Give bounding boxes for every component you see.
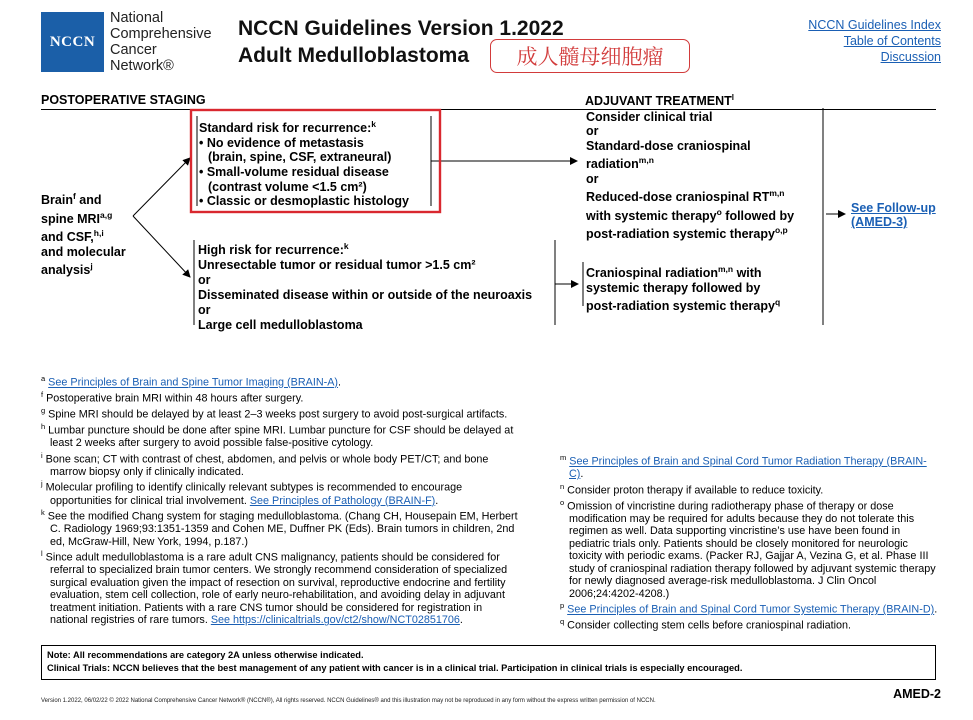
treatment-line: radiation$^{m,n}$: [586, 155, 654, 172]
treatment-line: post-radiation systemic therapy$^q$: [586, 296, 781, 314]
treatment-line: or: [586, 124, 599, 139]
footnote-n: $^n$ Consider proton therapy if available to reduce toxicity.: [560, 481, 824, 497]
nccn-logo: NCCN: [41, 12, 104, 72]
footnote-m-link[interactable]: See Principles of Brain and Spinal Cord Tumor Radiation Therapy (BRAIN-C): [569, 455, 927, 481]
standard-risk-line: (brain, spine, CSF, extraneural): [208, 150, 392, 165]
footnotes-left: [41, 373, 521, 627]
treatment-line: Craniospinal radiation$^{m,n}$ with: [586, 264, 762, 281]
entry-line: and CSF,$^{h,i}$: [41, 228, 104, 245]
footnote-l-link[interactable]: See https://clinicaltrials.gov/ct2/show/NCT02851706: [210, 614, 460, 627]
footnote-j-link[interactable]: See Principles of Pathology (BRAIN-F): [249, 494, 436, 507]
adjuvant-treatment-heading: ADJUVANT TREATMENT$^l$: [585, 93, 734, 109]
logo-line: Network®: [110, 58, 174, 74]
high-risk-line: Disseminated disease within or outside of the neuroaxis: [198, 287, 533, 302]
footnote-f: $^f$ Postoperative brain MRI within 48 hours after surgery.: [41, 390, 304, 405]
treatment-line: or: [586, 171, 599, 186]
follow-up-link[interactable]: [851, 201, 936, 229]
high-risk-line: or: [198, 272, 211, 287]
treatment-line: with systemic therapy$^o$ followed by: [586, 206, 795, 223]
standard-risk-heading: Standard risk for recurrence:$^k$: [199, 119, 377, 136]
footnote-a: $^a$ See Principles of Brain and Spine Tumor Imaging (BRAIN-A).: [41, 374, 342, 389]
footnote-a-link[interactable]: See Principles of Brain and Spine Tumor Imaging (BRAIN-A): [48, 376, 339, 389]
treatment-line: post-radiation systemic therapy$^{o,p}$: [586, 225, 788, 242]
high-risk-line: or: [198, 302, 211, 317]
footnote-h: $^h$ Lumbar puncture should be done after spine MRI. Lumbar puncture for CSF should be delayed at least 2 weeks after surgery to avoid possible false-positive cytology.: [41, 422, 514, 450]
treatment-line: systemic therapy followed by: [586, 280, 761, 295]
footnote-o: $^o$ Omission of vincristine during radiotherapy phase of therapy or dose modification may be required for adults because they do not tolerate this regimen as well. Data supporting vincristine’s use have been found in pediatric trials only. Patients should be closely monitored for neurologic toxicity with periodic exams. (Packer RJ, Gajjar A, Vezina G, et al. Phase III study of craniospinal radiation therapy followed by adjuvant systemic therapy for newly diagnosed average-risk medulloblastoma. J Clin Oncol 2006;24:4202-4208.): [560, 497, 936, 600]
entry-line: Brain$^f$ and: [41, 191, 102, 208]
footnote-j: $^j$ Molecular profiling to identify clinically relevant subtypes is recommended to encourage opportunities for clinical trial involvement. See Principles of Pathology (BRAIN-F).: [41, 479, 463, 507]
copyright-footer: Version 1.2022, 06/02/22 © 2022 National Comprehensive Cancer Network® (NCCN®), All rights reserved. NCCN Guidelines® and this illustration may not be reproduced in any form without the express written permission of NCCN.: [41, 698, 656, 704]
logo-line: Comprehensive: [110, 26, 212, 42]
standard-risk-box: [199, 117, 409, 209]
high-treatment-box: [586, 262, 780, 314]
standard-risk-line: • No evidence of metastasis: [199, 135, 364, 150]
branch-arrow-high: [133, 216, 190, 277]
branch-arrow-standard: [133, 158, 190, 216]
high-risk-box: [198, 239, 532, 333]
footnote-m: $^m$ See Principles of Brain and Spinal Cord Tumor Radiation Therapy (BRAIN-C).: [560, 453, 927, 481]
table-of-contents-link[interactable]: Table of Contents: [843, 34, 941, 48]
standard-risk-line: • Classic or desmoplastic histology: [199, 194, 409, 209]
high-risk-line: Unresectable tumor or residual tumor >1.5 cm²: [198, 258, 476, 273]
entry-workup: [41, 189, 126, 278]
entry-line: analysis$^j$: [41, 261, 93, 278]
logo-line: National: [110, 10, 164, 26]
footnote-g: $^g$ Spine MRI should be delayed by at least 2–3 weeks post surgery to avoid post-surgical artifacts.: [41, 406, 508, 421]
page-code: AMED-2: [893, 687, 941, 701]
footnote-i: $^i$ Bone scan; CT with contrast of chest, abdomen, and pelvis or whole body PET/CT; and bone marrow biopsy only if clinically indicated.: [41, 450, 489, 478]
footnotes-right: [560, 452, 938, 632]
standard-risk-line: • Small-volume residual disease: [199, 164, 389, 179]
high-risk-line: Large cell medulloblastoma: [198, 317, 363, 332]
footnote-k: $^k$ See the modified Chang system for staging medulloblastoma. (Chang CH, Housepain EM, Herbert C. Radiology 1969;93:1351-1359 and Cohen ME, Duffner PK (Eds). Brain tumors in children, 2nd ed, McGraw-Hill, New York, 1994, p.187.): [41, 508, 518, 548]
treatment-line: Reduced-dose craniospinal RT$^{m,n}$: [586, 188, 785, 205]
discussion-link[interactable]: Discussion: [880, 50, 941, 64]
chinese-title-box: 成人髓母细胞瘤: [490, 39, 690, 73]
standard-risk-line: (contrast volume <1.5 cm²): [208, 179, 367, 194]
entry-line: and molecular: [41, 244, 126, 259]
guidelines-index-link[interactable]: NCCN Guidelines Index: [808, 18, 941, 32]
postoperative-staging-heading: POSTOPERATIVE STAGING: [41, 93, 206, 107]
note-line: Note: All recommendations are category 2A unless otherwise indicated.: [47, 650, 364, 660]
footnote-p: $^p$ See Principles of Brain and Spinal Cord Tumor Systemic Therapy (BRAIN-D).: [560, 601, 938, 616]
follow-up-link-line2[interactable]: (AMED-3): [851, 215, 908, 229]
guideline-name: Adult Medulloblastoma: [238, 44, 469, 67]
logo-line: Cancer: [110, 42, 157, 58]
footnote-p-link[interactable]: See Principles of Brain and Spinal Cord Tumor Systemic Therapy (BRAIN-D): [567, 603, 935, 616]
high-risk-heading: High risk for recurrence:$^k$: [198, 241, 349, 258]
note-box: [41, 645, 936, 680]
treatment-line: Consider clinical trial: [586, 110, 713, 124]
follow-up-link-line1[interactable]: See Follow-up: [851, 201, 936, 215]
clinical-trials-note: Clinical Trials: NCCN believes that the best management of any patient with cancer is in a clinical trial. Participation in clinical trials is especially encouraged.: [47, 663, 743, 673]
footnote-l: $^l$ Since adult medulloblastoma is a rare adult CNS malignancy, patients should be considered for referral to specialized brain tumor centers. We strongly recommend consideration of specialized surgical evaluation given the impact of resection on survival, reproductive endocrine and fertility evaluation, stem cell collection, role of early neuro-rehabilitation, and avoiding delay in adjuvant treatment initiation. Patients with a rare CNS tumor should be considered for registration in national registries of rare tumors. See https://clinicaltrials.gov/ct2/show/NCT02851706.: [41, 549, 508, 627]
footnote-q: $^q$ Consider collecting stem cells before craniospinal radiation.: [560, 617, 852, 632]
entry-line: spine MRI$^{a,g}$: [41, 209, 113, 226]
treatment-line: Standard-dose craniospinal: [586, 138, 751, 153]
standard-treatment-box: [586, 110, 794, 242]
guideline-version: NCCN Guidelines Version 1.2022: [238, 17, 564, 40]
